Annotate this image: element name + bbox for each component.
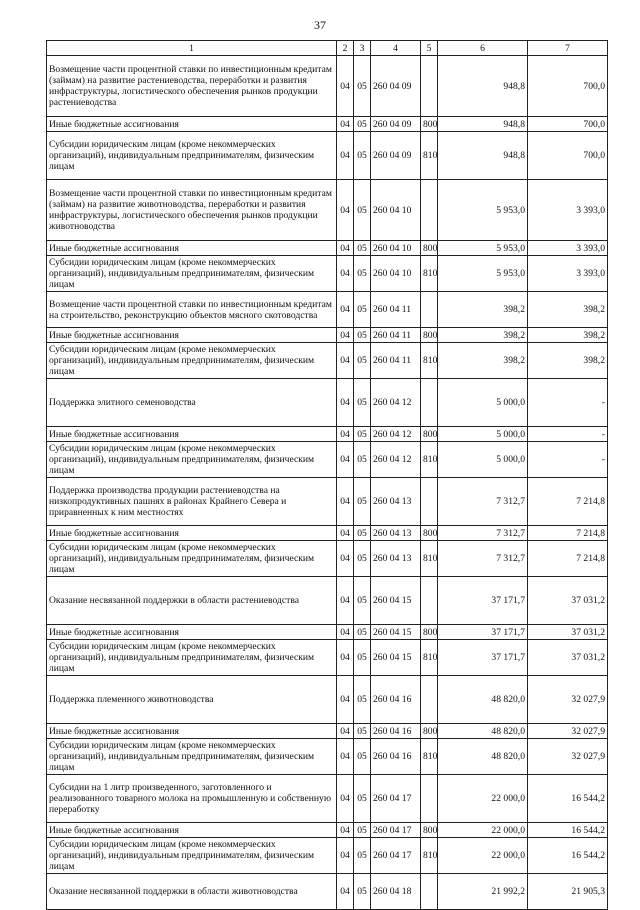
table-row bbox=[47, 427, 608, 442]
row-target-item: 260 04 13 bbox=[371, 478, 421, 526]
row-expense-type bbox=[421, 180, 438, 241]
row-value-col6: 48 820,0 bbox=[438, 739, 528, 775]
row-expense-type: 800 bbox=[421, 823, 438, 838]
row-section: 04 bbox=[337, 427, 354, 442]
table-row bbox=[47, 739, 608, 775]
row-section: 04 bbox=[337, 343, 354, 379]
row-value-col7: 37 031,2 bbox=[528, 640, 608, 676]
row-value-col7: - bbox=[528, 379, 608, 427]
row-target-item: 260 04 11 bbox=[371, 292, 421, 328]
row-name: Субсидии юридическим лицам (кроме некоммерческих организаций), индивидуальным предпринимателям, физическим лицам bbox=[47, 640, 337, 676]
row-subsection: 05 bbox=[354, 775, 371, 823]
table-row bbox=[47, 256, 608, 292]
row-value-col6: 7 312,7 bbox=[438, 541, 528, 577]
row-subsection: 05 bbox=[354, 427, 371, 442]
row-subsection: 05 bbox=[354, 739, 371, 775]
row-expense-type: 800 bbox=[421, 241, 438, 256]
table-row bbox=[47, 724, 608, 739]
row-value-col6: 48 820,0 bbox=[438, 724, 528, 739]
row-value-col7: 37 031,2 bbox=[528, 625, 608, 640]
row-subsection: 05 bbox=[354, 379, 371, 427]
row-section: 04 bbox=[337, 874, 354, 910]
row-subsection: 05 bbox=[354, 256, 371, 292]
row-name: Субсидии юридическим лицам (кроме некоммерческих организаций), индивидуальным предпринимателям, физическим лицам bbox=[47, 132, 337, 180]
table-row bbox=[47, 874, 608, 910]
row-name: Оказание несвязанной поддержки в области животноводства bbox=[47, 874, 337, 910]
row-subsection: 05 bbox=[354, 625, 371, 640]
row-expense-type: 810 bbox=[421, 256, 438, 292]
row-section: 04 bbox=[337, 526, 354, 541]
row-target-item: 260 04 16 bbox=[371, 676, 421, 724]
row-name: Возмещение части процентной ставки по инвестиционным кредитам (займам) на развитие растениеводства, переработки и развития инфраструктуры, логистического обеспечения рынков продукции растениеводства bbox=[47, 56, 337, 117]
row-value-col6: 5 953,0 bbox=[438, 241, 528, 256]
row-name: Поддержка племенного животноводства bbox=[47, 676, 337, 724]
row-value-col7: 3 393,0 bbox=[528, 256, 608, 292]
row-subsection: 05 bbox=[354, 724, 371, 739]
row-value-col6: 7 312,7 bbox=[438, 478, 528, 526]
row-value-col7: 3 393,0 bbox=[528, 180, 608, 241]
row-target-item: 260 04 16 bbox=[371, 739, 421, 775]
header-col-4: 4 bbox=[371, 41, 421, 56]
row-value-col7: 7 214,8 bbox=[528, 541, 608, 577]
row-expense-type: 800 bbox=[421, 724, 438, 739]
row-target-item: 260 04 13 bbox=[371, 541, 421, 577]
row-target-item: 260 04 13 bbox=[371, 526, 421, 541]
row-section: 04 bbox=[337, 724, 354, 739]
header-col-5: 5 bbox=[421, 41, 438, 56]
row-section: 04 bbox=[337, 541, 354, 577]
row-value-col6: 5 000,0 bbox=[438, 427, 528, 442]
table-row bbox=[47, 292, 608, 328]
row-name: Субсидии юридическим лицам (кроме некоммерческих организаций), индивидуальным предпринимателям, физическим лицам bbox=[47, 343, 337, 379]
row-subsection: 05 bbox=[354, 526, 371, 541]
row-name: Субсидии юридическим лицам (кроме некоммерческих организаций), индивидуальным предпринимателям, физическим лицам bbox=[47, 739, 337, 775]
table-row bbox=[47, 180, 608, 241]
row-target-item: 260 04 11 bbox=[371, 343, 421, 379]
row-value-col6: 7 312,7 bbox=[438, 526, 528, 541]
row-value-col6: 48 820,0 bbox=[438, 676, 528, 724]
row-subsection: 05 bbox=[354, 478, 371, 526]
row-section: 04 bbox=[337, 180, 354, 241]
table-row bbox=[47, 640, 608, 676]
table-row bbox=[47, 328, 608, 343]
row-name: Иные бюджетные ассигнования bbox=[47, 823, 337, 838]
row-section: 04 bbox=[337, 241, 354, 256]
row-value-col7: 398,2 bbox=[528, 328, 608, 343]
row-value-col6: 948,8 bbox=[438, 132, 528, 180]
header-col-1: 1 bbox=[47, 41, 337, 56]
row-value-col7: 16 544,2 bbox=[528, 775, 608, 823]
row-name: Иные бюджетные ассигнования bbox=[47, 241, 337, 256]
budget-table bbox=[46, 40, 608, 910]
row-value-col7: 398,2 bbox=[528, 343, 608, 379]
table-row bbox=[47, 442, 608, 478]
table-row bbox=[47, 823, 608, 838]
row-section: 04 bbox=[337, 823, 354, 838]
row-section: 04 bbox=[337, 838, 354, 874]
row-value-col7: 16 544,2 bbox=[528, 838, 608, 874]
table-row bbox=[47, 838, 608, 874]
row-section: 04 bbox=[337, 640, 354, 676]
row-value-col7: 21 905,3 bbox=[528, 874, 608, 910]
row-value-col6: 5 000,0 bbox=[438, 379, 528, 427]
row-expense-type bbox=[421, 874, 438, 910]
row-target-item: 260 04 16 bbox=[371, 724, 421, 739]
table-row bbox=[47, 577, 608, 625]
table-header-row bbox=[47, 41, 608, 56]
row-expense-type: 810 bbox=[421, 739, 438, 775]
row-name: Иные бюджетные ассигнования bbox=[47, 117, 337, 132]
row-expense-type: 810 bbox=[421, 640, 438, 676]
row-target-item: 260 04 15 bbox=[371, 577, 421, 625]
row-name: Субсидии юридическим лицам (кроме некоммерческих организаций), индивидуальным предпринимателям, физическим лицам bbox=[47, 541, 337, 577]
row-subsection: 05 bbox=[354, 132, 371, 180]
row-name: Оказание несвязанной поддержки в области растениеводства bbox=[47, 577, 337, 625]
row-value-col7: 398,2 bbox=[528, 292, 608, 328]
row-name: Иные бюджетные ассигнования bbox=[47, 724, 337, 739]
row-name: Иные бюджетные ассигнования bbox=[47, 625, 337, 640]
row-target-item: 260 04 15 bbox=[371, 640, 421, 676]
row-target-item: 260 04 17 bbox=[371, 838, 421, 874]
row-value-col7: 7 214,8 bbox=[528, 526, 608, 541]
row-target-item: 260 04 10 bbox=[371, 241, 421, 256]
row-section: 04 bbox=[337, 328, 354, 343]
row-value-col7: 700,0 bbox=[528, 132, 608, 180]
table-row bbox=[47, 526, 608, 541]
row-value-col6: 398,2 bbox=[438, 328, 528, 343]
row-subsection: 05 bbox=[354, 838, 371, 874]
row-section: 04 bbox=[337, 379, 354, 427]
table-row bbox=[47, 56, 608, 117]
row-expense-type bbox=[421, 775, 438, 823]
row-target-item: 260 04 17 bbox=[371, 823, 421, 838]
table-row bbox=[47, 478, 608, 526]
row-subsection: 05 bbox=[354, 328, 371, 343]
row-name: Поддержка производства продукции растениеводства на низкопродуктивных пашнях в районах Крайнего Севера и приравненных к ним местностях bbox=[47, 478, 337, 526]
row-target-item: 260 04 12 bbox=[371, 442, 421, 478]
row-expense-type bbox=[421, 478, 438, 526]
row-name: Иные бюджетные ассигнования bbox=[47, 526, 337, 541]
row-expense-type bbox=[421, 577, 438, 625]
row-name: Возмещение части процентной ставки по инвестиционным кредитам (займам) на развитие животноводства, переработки и развития инфраструктуры, логистического обеспечения рынков продукции животноводства bbox=[47, 180, 337, 241]
row-name: Субсидии юридическим лицам (кроме некоммерческих организаций), индивидуальным предпринимателям, физическим лицам bbox=[47, 256, 337, 292]
row-target-item: 260 04 09 bbox=[371, 132, 421, 180]
table-body bbox=[47, 56, 608, 910]
table-row bbox=[47, 117, 608, 132]
row-expense-type: 810 bbox=[421, 838, 438, 874]
row-expense-type: 810 bbox=[421, 541, 438, 577]
row-value-col7: 16 544,2 bbox=[528, 823, 608, 838]
row-section: 04 bbox=[337, 442, 354, 478]
row-value-col7: 32 027,9 bbox=[528, 739, 608, 775]
row-target-item: 260 04 11 bbox=[371, 328, 421, 343]
row-value-col7: 37 031,2 bbox=[528, 577, 608, 625]
row-value-col7: 32 027,9 bbox=[528, 724, 608, 739]
row-section: 04 bbox=[337, 625, 354, 640]
row-value-col6: 5 000,0 bbox=[438, 442, 528, 478]
table-row bbox=[47, 343, 608, 379]
header-col-6: 6 bbox=[438, 41, 528, 56]
row-name: Иные бюджетные ассигнования bbox=[47, 427, 337, 442]
row-name: Субсидии юридическим лицам (кроме некоммерческих организаций), индивидуальным предпринимателям, физическим лицам bbox=[47, 442, 337, 478]
table-row bbox=[47, 625, 608, 640]
row-name: Субсидии юридическим лицам (кроме некоммерческих организаций), индивидуальным предпринимателям, физическим лицам bbox=[47, 838, 337, 874]
row-target-item: 260 04 09 bbox=[371, 117, 421, 132]
row-section: 04 bbox=[337, 117, 354, 132]
row-value-col7: 700,0 bbox=[528, 56, 608, 117]
row-subsection: 05 bbox=[354, 676, 371, 724]
row-value-col6: 22 000,0 bbox=[438, 823, 528, 838]
row-section: 04 bbox=[337, 577, 354, 625]
header-col-7: 7 bbox=[528, 41, 608, 56]
row-subsection: 05 bbox=[354, 541, 371, 577]
row-target-item: 260 04 10 bbox=[371, 256, 421, 292]
row-value-col6: 37 171,7 bbox=[438, 625, 528, 640]
header-col-3: 3 bbox=[354, 41, 371, 56]
table-row bbox=[47, 541, 608, 577]
row-value-col6: 37 171,7 bbox=[438, 640, 528, 676]
row-expense-type: 810 bbox=[421, 442, 438, 478]
row-subsection: 05 bbox=[354, 343, 371, 379]
row-value-col6: 37 171,7 bbox=[438, 577, 528, 625]
row-expense-type: 800 bbox=[421, 117, 438, 132]
row-expense-type: 810 bbox=[421, 132, 438, 180]
row-subsection: 05 bbox=[354, 241, 371, 256]
table-row bbox=[47, 241, 608, 256]
table-row bbox=[47, 676, 608, 724]
row-value-col6: 948,8 bbox=[438, 56, 528, 117]
row-subsection: 05 bbox=[354, 823, 371, 838]
row-section: 04 bbox=[337, 292, 354, 328]
row-section: 04 bbox=[337, 478, 354, 526]
row-value-col6: 22 000,0 bbox=[438, 775, 528, 823]
table-row bbox=[47, 379, 608, 427]
row-target-item: 260 04 18 bbox=[371, 874, 421, 910]
row-expense-type: 800 bbox=[421, 427, 438, 442]
table-row bbox=[47, 132, 608, 180]
row-section: 04 bbox=[337, 775, 354, 823]
row-target-item: 260 04 10 bbox=[371, 180, 421, 241]
row-value-col7: 3 393,0 bbox=[528, 241, 608, 256]
row-expense-type: 800 bbox=[421, 526, 438, 541]
row-expense-type bbox=[421, 676, 438, 724]
row-expense-type bbox=[421, 379, 438, 427]
row-expense-type: 800 bbox=[421, 328, 438, 343]
row-value-col6: 22 000,0 bbox=[438, 838, 528, 874]
row-subsection: 05 bbox=[354, 180, 371, 241]
row-target-item: 260 04 12 bbox=[371, 379, 421, 427]
row-target-item: 260 04 17 bbox=[371, 775, 421, 823]
row-value-col7: - bbox=[528, 427, 608, 442]
row-expense-type: 810 bbox=[421, 343, 438, 379]
row-subsection: 05 bbox=[354, 640, 371, 676]
row-expense-type: 800 bbox=[421, 625, 438, 640]
row-value-col7: 7 214,8 bbox=[528, 478, 608, 526]
row-value-col6: 398,2 bbox=[438, 292, 528, 328]
row-section: 04 bbox=[337, 56, 354, 117]
page-number: 37 bbox=[314, 18, 326, 32]
row-value-col6: 5 953,0 bbox=[438, 256, 528, 292]
row-value-col6: 948,8 bbox=[438, 117, 528, 132]
row-expense-type bbox=[421, 292, 438, 328]
row-value-col6: 21 992,2 bbox=[438, 874, 528, 910]
row-name: Возмещение части процентной ставки по инвестиционным кредитам на строительство, реконструкцию объектов мясного скотоводства bbox=[47, 292, 337, 328]
header-col-2: 2 bbox=[337, 41, 354, 56]
row-name: Субсидии на 1 литр произведенного, заготовленного и реализованного товарного молока на промышленную и собственную переработку bbox=[47, 775, 337, 823]
row-subsection: 05 bbox=[354, 577, 371, 625]
row-subsection: 05 bbox=[354, 56, 371, 117]
row-target-item: 260 04 12 bbox=[371, 427, 421, 442]
row-value-col6: 398,2 bbox=[438, 343, 528, 379]
row-value-col6: 5 953,0 bbox=[438, 180, 528, 241]
row-name: Иные бюджетные ассигнования bbox=[47, 328, 337, 343]
row-section: 04 bbox=[337, 739, 354, 775]
row-expense-type bbox=[421, 56, 438, 117]
row-target-item: 260 04 15 bbox=[371, 625, 421, 640]
row-subsection: 05 bbox=[354, 874, 371, 910]
row-value-col7: - bbox=[528, 442, 608, 478]
row-subsection: 05 bbox=[354, 292, 371, 328]
table-row bbox=[47, 775, 608, 823]
row-section: 04 bbox=[337, 676, 354, 724]
row-target-item: 260 04 09 bbox=[371, 56, 421, 117]
row-subsection: 05 bbox=[354, 442, 371, 478]
row-section: 04 bbox=[337, 256, 354, 292]
row-subsection: 05 bbox=[354, 117, 371, 132]
row-value-col7: 700,0 bbox=[528, 117, 608, 132]
row-section: 04 bbox=[337, 132, 354, 180]
row-name: Поддержка элитного семеноводства bbox=[47, 379, 337, 427]
row-value-col7: 32 027,9 bbox=[528, 676, 608, 724]
